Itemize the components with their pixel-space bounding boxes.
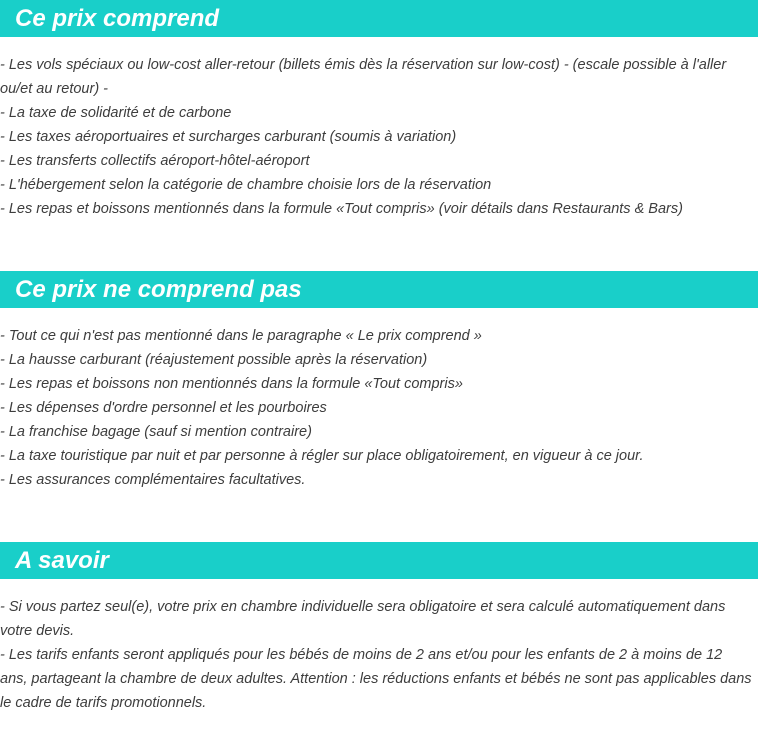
list-item: - Les repas et boissons mentionnés dans la formule «Tout compris» (voir détails dans Restaurants & Bars) — [0, 201, 683, 217]
list-item: - Les assurances complémentaires facultatives. — [0, 472, 306, 488]
section-header — [0, 542, 758, 579]
list-item: - Les taxes aéroportuaires et surcharges carburant (soumis à variation) — [0, 129, 457, 145]
section-body — [0, 595, 752, 715]
section-header — [0, 271, 758, 308]
list-item: - Les vols spéciaux ou low-cost aller-retour (billets émis dès la réservation sur low-cost) - (escale possible à l'aller ou/et au retour) - — [0, 57, 727, 97]
list-item: - Les dépenses d'ordre personnel et les pourboires — [0, 400, 327, 416]
list-item: - Les tarifs enfants seront appliqués pour les bébés de moins de 2 ans et/ou pour les enfants de 2 à moins de 12 ans, partageant la chambre de deux adultes. Attention : les réductions enfants et bébés ne sont pas applicables dans le cadre de tarifs promotionnels. — [0, 647, 752, 711]
section-header — [0, 0, 758, 37]
list-item: - La taxe de solidarité et de carbone — [0, 105, 232, 121]
list-item: - Les repas et boissons non mentionnés dans la formule «Tout compris» — [0, 376, 463, 392]
section-body — [0, 324, 752, 492]
list-item: - Les transferts collectifs aéroport-hôtel-aéroport — [0, 153, 310, 169]
list-item: - La taxe touristique par nuit et par personne à régler sur place obligatoirement, en vigueur à ce jour. — [0, 448, 644, 464]
list-item: - L'hébergement selon la catégorie de chambre choisie lors de la réservation — [0, 177, 492, 193]
list-item: - La franchise bagage (sauf si mention contraire) — [0, 424, 312, 440]
section-title: A savoir — [15, 547, 109, 574]
section-title: Ce prix comprend — [15, 5, 220, 32]
list-item: - Tout ce qui n'est pas mentionné dans le paragraphe « Le prix comprend » — [0, 328, 482, 344]
list-item: - Si vous partez seul(e), votre prix en chambre individuelle sera obligatoire et sera calculé automatiquement dans votre devis. — [0, 599, 726, 639]
list-item: - La hausse carburant (réajustement possible après la réservation) — [0, 352, 428, 368]
section-body — [0, 53, 752, 221]
section-title: Ce prix ne comprend pas — [15, 276, 302, 303]
